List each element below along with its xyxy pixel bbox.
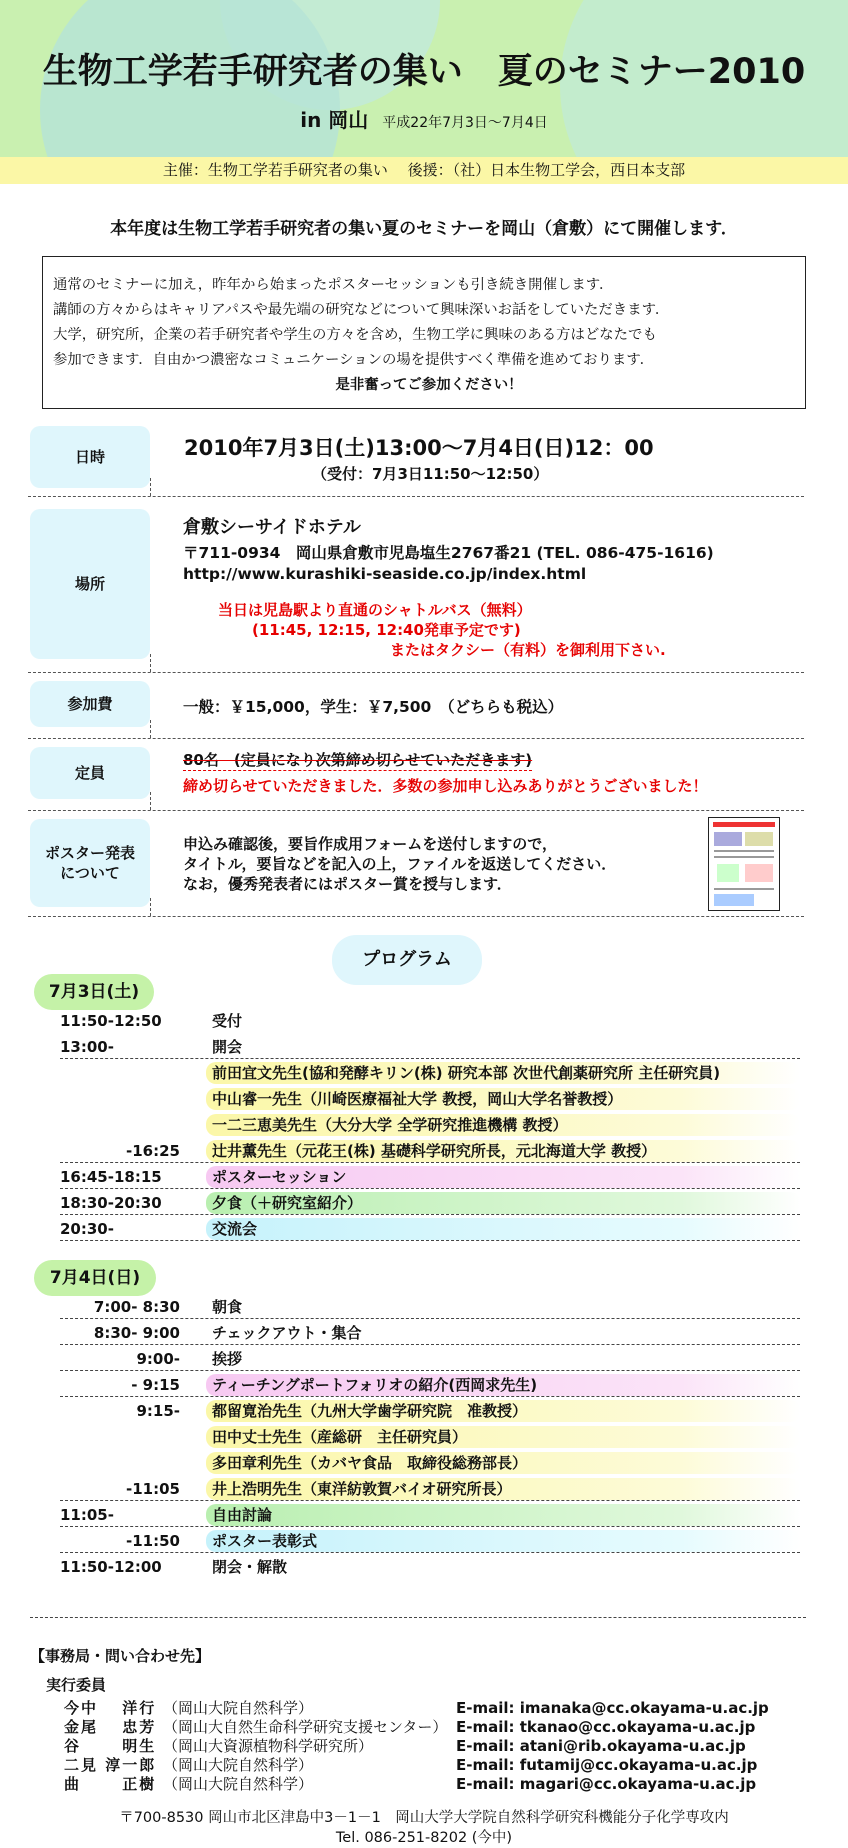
staff-email[interactable]: E-mail: magari@cc.okayama-u.ac.jp	[456, 1775, 757, 1793]
label-fee: 参加費	[30, 681, 150, 727]
staff-org: （岡山大院自然科学）	[163, 1699, 314, 1717]
address-text: 〒700-8530 岡山市北区津島中3－1－1 岡山大学大学院自然科学研究科機能分子化学専攻内	[119, 1810, 729, 1826]
schedule-time: -16:25	[126, 1142, 180, 1160]
staff-entry	[64, 1699, 784, 1718]
shuttle-info-3: またはタクシー（有料）を御利用下さい.	[390, 641, 666, 659]
capacity-closed: 締め切らせていただきました．多数の参加申し込みありがとうございました！	[183, 777, 708, 795]
schedule-event: 挨拶	[212, 1350, 243, 1368]
schedule-item	[60, 1530, 800, 1553]
schedule-item	[60, 1452, 800, 1475]
schedule-event: 井上浩明先生（東洋紡敦賀バイオ研究所長）	[206, 1478, 800, 1500]
schedule-event: ティーチングポートフォリオの紹介(西岡求先生)	[206, 1374, 800, 1396]
schedule-event: ポスターセッション	[206, 1166, 800, 1188]
label-venue: 場所	[30, 509, 150, 659]
row-datetime	[28, 420, 804, 497]
schedule-item	[60, 1140, 800, 1163]
intro-line: 大学，研究所，企業の若手研究者や学生の方々を含め，生物工学に興味のある方はどなたでも	[53, 327, 657, 343]
schedule-event: 多田章利先生（カバヤ食品 取締役総務部長）	[206, 1452, 800, 1474]
poster-line: なお，優秀発表者にはポスター賞を授与します．	[183, 875, 512, 893]
shuttle-info-1: 当日は児島駅より直通のシャトルバス（無料）	[218, 601, 532, 619]
event-dates: 平成22年7月3日～7月4日	[382, 115, 548, 131]
contact-address	[0, 1808, 848, 1848]
schedule-event: 中山睿一先生（川崎医療福祉大学 教授，岡山大学名誉教授）	[206, 1088, 800, 1110]
label-poster-2: について	[60, 864, 120, 882]
staff-entry	[64, 1718, 784, 1737]
schedule-item	[60, 1218, 800, 1241]
staff-email[interactable]: E-mail: imanaka@cc.okayama-u.ac.jp	[456, 1699, 769, 1717]
schedule-time: 16:45-18:15	[60, 1168, 162, 1186]
fee-text: 一般：￥15,000，学生：￥7,500 （どちらも税込）	[183, 698, 564, 716]
staff-name: 今中 洋行	[64, 1699, 157, 1717]
contact-divider	[30, 1617, 806, 1618]
shuttle-info-2: (11:45, 12:15, 12:40発車予定です)	[252, 621, 521, 639]
schedule-event: 閉会・解散	[212, 1558, 288, 1576]
schedule-event: チェックアウト・集合	[212, 1324, 362, 1342]
schedule-item	[60, 1374, 800, 1397]
datetime-main: 2010年7月3日(土)13:00～7月4日(日)12：00	[184, 436, 654, 460]
schedule-event: 前田宜文先生(協和発酵キリン(株) 研究本部 次世代創薬研究所 主任研究員)	[206, 1062, 800, 1084]
day2-label: 7月4日(日)	[34, 1260, 156, 1296]
staff-org: （岡山大院自然科学）	[163, 1775, 314, 1793]
schedule-time: 9:15-	[136, 1402, 180, 1420]
schedule-item	[60, 1478, 800, 1501]
schedule-item	[60, 1504, 800, 1527]
staff-email[interactable]: E-mail: tkanao@cc.okayama-u.ac.jp	[456, 1718, 756, 1736]
schedule-item	[60, 1036, 800, 1059]
staff-entry	[64, 1775, 784, 1794]
row-poster	[28, 811, 804, 917]
schedule-event: 自由討論	[206, 1504, 800, 1526]
label-capacity: 定員	[30, 747, 150, 799]
schedule-item	[60, 1348, 800, 1371]
staff-org: （岡山大自然生命科学研究支援センター）	[163, 1718, 448, 1736]
venue-address: 〒711-0934 岡山県倉敷市児島塩生2767番21 (TEL. 086-475-1616)	[183, 544, 714, 562]
schedule-event: 都留寛治先生（九州大学歯学研究院 准教授）	[206, 1400, 800, 1422]
staff-email[interactable]: E-mail: atani@rib.okayama-u.ac.jp	[456, 1737, 746, 1755]
schedule-event: 朝食	[212, 1298, 243, 1316]
schedule-item	[60, 1114, 800, 1137]
schedule-item	[60, 1322, 800, 1345]
contact-title: 【事務局・問い合わせ先】	[30, 1647, 211, 1665]
schedule-event: 交流会	[206, 1218, 800, 1240]
row-fee	[28, 673, 804, 739]
staff-org: （岡山大資源植物科学研究所）	[163, 1737, 374, 1755]
schedule-time: 9:00-	[136, 1350, 180, 1368]
staff-name: 谷 明生	[64, 1737, 157, 1755]
schedule-event: 辻井薫先生（元花王(株) 基礎科学研究所長，元北海道大学 教授）	[206, 1140, 800, 1162]
label-poster	[30, 819, 150, 907]
intro-closing: 是非奮ってご参加ください！	[335, 377, 523, 393]
schedule-item	[60, 1166, 800, 1189]
poster-line: 申込み確認後，要旨作成用フォームを送付しますので，	[183, 835, 557, 853]
schedule-time: 18:30-20:30	[60, 1194, 162, 1212]
venue-name: 倉敷シーサイドホテル	[183, 517, 361, 538]
datetime-sub: （受付：7月3日11:50～12:50）	[312, 465, 549, 483]
schedule-time: - 9:15	[131, 1376, 180, 1394]
schedule-item	[60, 1062, 800, 1085]
staff-email[interactable]: E-mail: futamij@cc.okayama-u.ac.jp	[456, 1756, 758, 1774]
schedule-event: 夕食（＋研究室紹介）	[206, 1192, 800, 1214]
committee-label: 実行委員	[46, 1676, 107, 1694]
schedule-time: 11:50-12:00	[60, 1558, 162, 1576]
schedule-time: 20:30-	[60, 1220, 114, 1238]
poster-line: タイトル，要旨などを記入の上，ファイルを返送してください．	[183, 855, 617, 873]
schedule-item	[60, 1400, 800, 1423]
schedule-time: 7:00- 8:30	[93, 1298, 180, 1316]
venue-url[interactable]: http://www.kurashiki-seaside.co.jp/index.html	[183, 565, 587, 583]
staff-entry	[64, 1737, 784, 1756]
schedule-time: -11:50	[126, 1532, 180, 1550]
schedule-time: 11:50-12:50	[60, 1012, 162, 1030]
staff-entry	[64, 1756, 784, 1775]
schedule-item	[60, 1088, 800, 1111]
page-title: 生物工学若手研究者の集い 夏のセミナー2010	[42, 52, 806, 92]
intro-box	[42, 256, 806, 409]
schedule-time: 13:00-	[60, 1038, 114, 1056]
staff-name: 曲 正樹	[64, 1775, 157, 1793]
row-venue	[28, 497, 804, 673]
schedule-item	[60, 1010, 800, 1033]
schedule-time: 11:05-	[60, 1506, 114, 1524]
staff-name: 金尾 忠芳	[64, 1718, 157, 1736]
schedule-time: 8:30- 9:00	[93, 1324, 180, 1342]
poster-sample-thumbnail	[708, 817, 780, 911]
schedule-event: 一二三恵美先生（大分大学 全学研究推進機構 教授）	[206, 1114, 800, 1136]
sponsors-bar: 主催：生物工学若手研究者の集い 後援：（社）日本生物工学会，西日本支部	[0, 157, 848, 184]
intro-line: 講師の方々からはキャリアパスや最先端の研究などについて興味深いお話をしていただきます．	[53, 302, 670, 318]
schedule-event: 受付	[212, 1012, 243, 1030]
program-title: プログラム	[332, 935, 482, 985]
schedule-event: 開会	[212, 1038, 243, 1056]
schedule-item	[60, 1426, 800, 1449]
schedule-item	[60, 1556, 800, 1579]
capacity-struck: 80名 (定員になり次第締め切らせていただきます)	[183, 751, 533, 769]
intro-line: 参加できます．自由かつ濃密なコミュニケーションの場を提供すべく準備を進めております．	[53, 352, 654, 368]
schedule-item	[60, 1296, 800, 1319]
subtitle	[0, 104, 848, 133]
row-capacity	[28, 739, 804, 811]
label-datetime: 日時	[30, 426, 150, 488]
staff-name: 二見 淳一郎	[64, 1756, 157, 1774]
schedule-event: ポスター表彰式	[206, 1530, 800, 1552]
tel-text: Tel. 086-251-8202 (今中)	[335, 1830, 513, 1846]
schedule-item	[60, 1192, 800, 1215]
schedule-time: -11:05	[126, 1480, 180, 1498]
intro-line: 通常のセミナーに加え，昨年から始まったポスターセッションも引き続き開催します．	[53, 277, 614, 293]
staff-org: （岡山大院自然科学）	[163, 1756, 314, 1774]
lead-text: 本年度は生物工学若手研究者の集い夏のセミナーを岡山（倉敷）にて開催します．	[110, 219, 738, 239]
label-poster-1: ポスター発表	[44, 844, 135, 862]
day1-label: 7月3日(土)	[34, 974, 154, 1010]
schedule-event: 田中丈士先生（産総研 主任研究員）	[206, 1426, 800, 1448]
location: in 岡山	[300, 108, 369, 132]
